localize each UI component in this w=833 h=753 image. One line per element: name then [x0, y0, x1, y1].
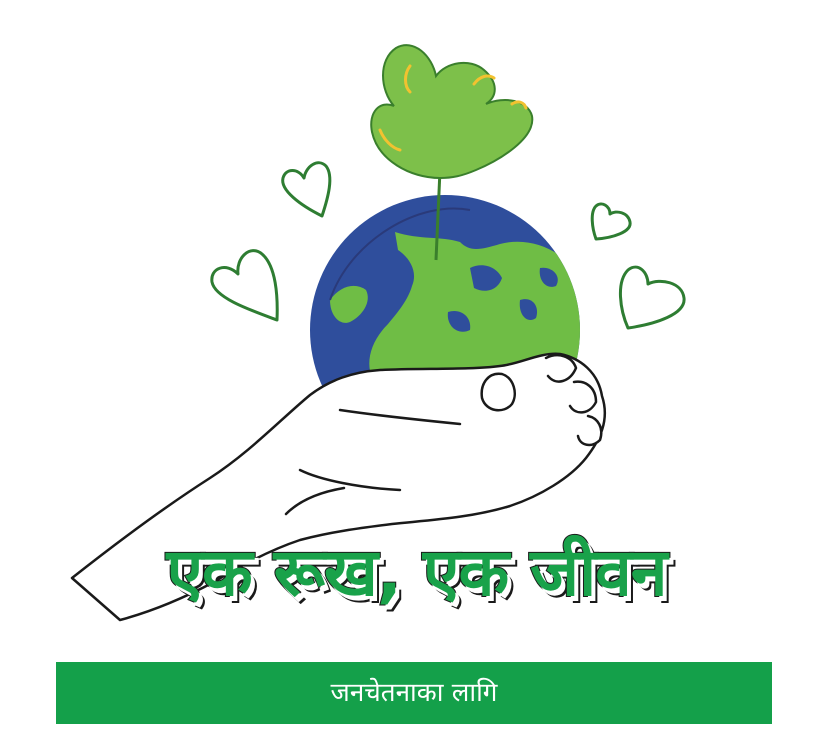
heart-icon-right-top [592, 204, 630, 239]
heart-icon-left-top [283, 163, 330, 216]
subtitle-text: जनचेतनाका लागि [330, 678, 498, 708]
heart-icon-right-bottom [620, 267, 684, 328]
subtitle-banner [56, 662, 772, 724]
headline-title: एक रूख, एक जीवन [166, 534, 667, 611]
heart-icon-left-bottom [212, 251, 277, 320]
